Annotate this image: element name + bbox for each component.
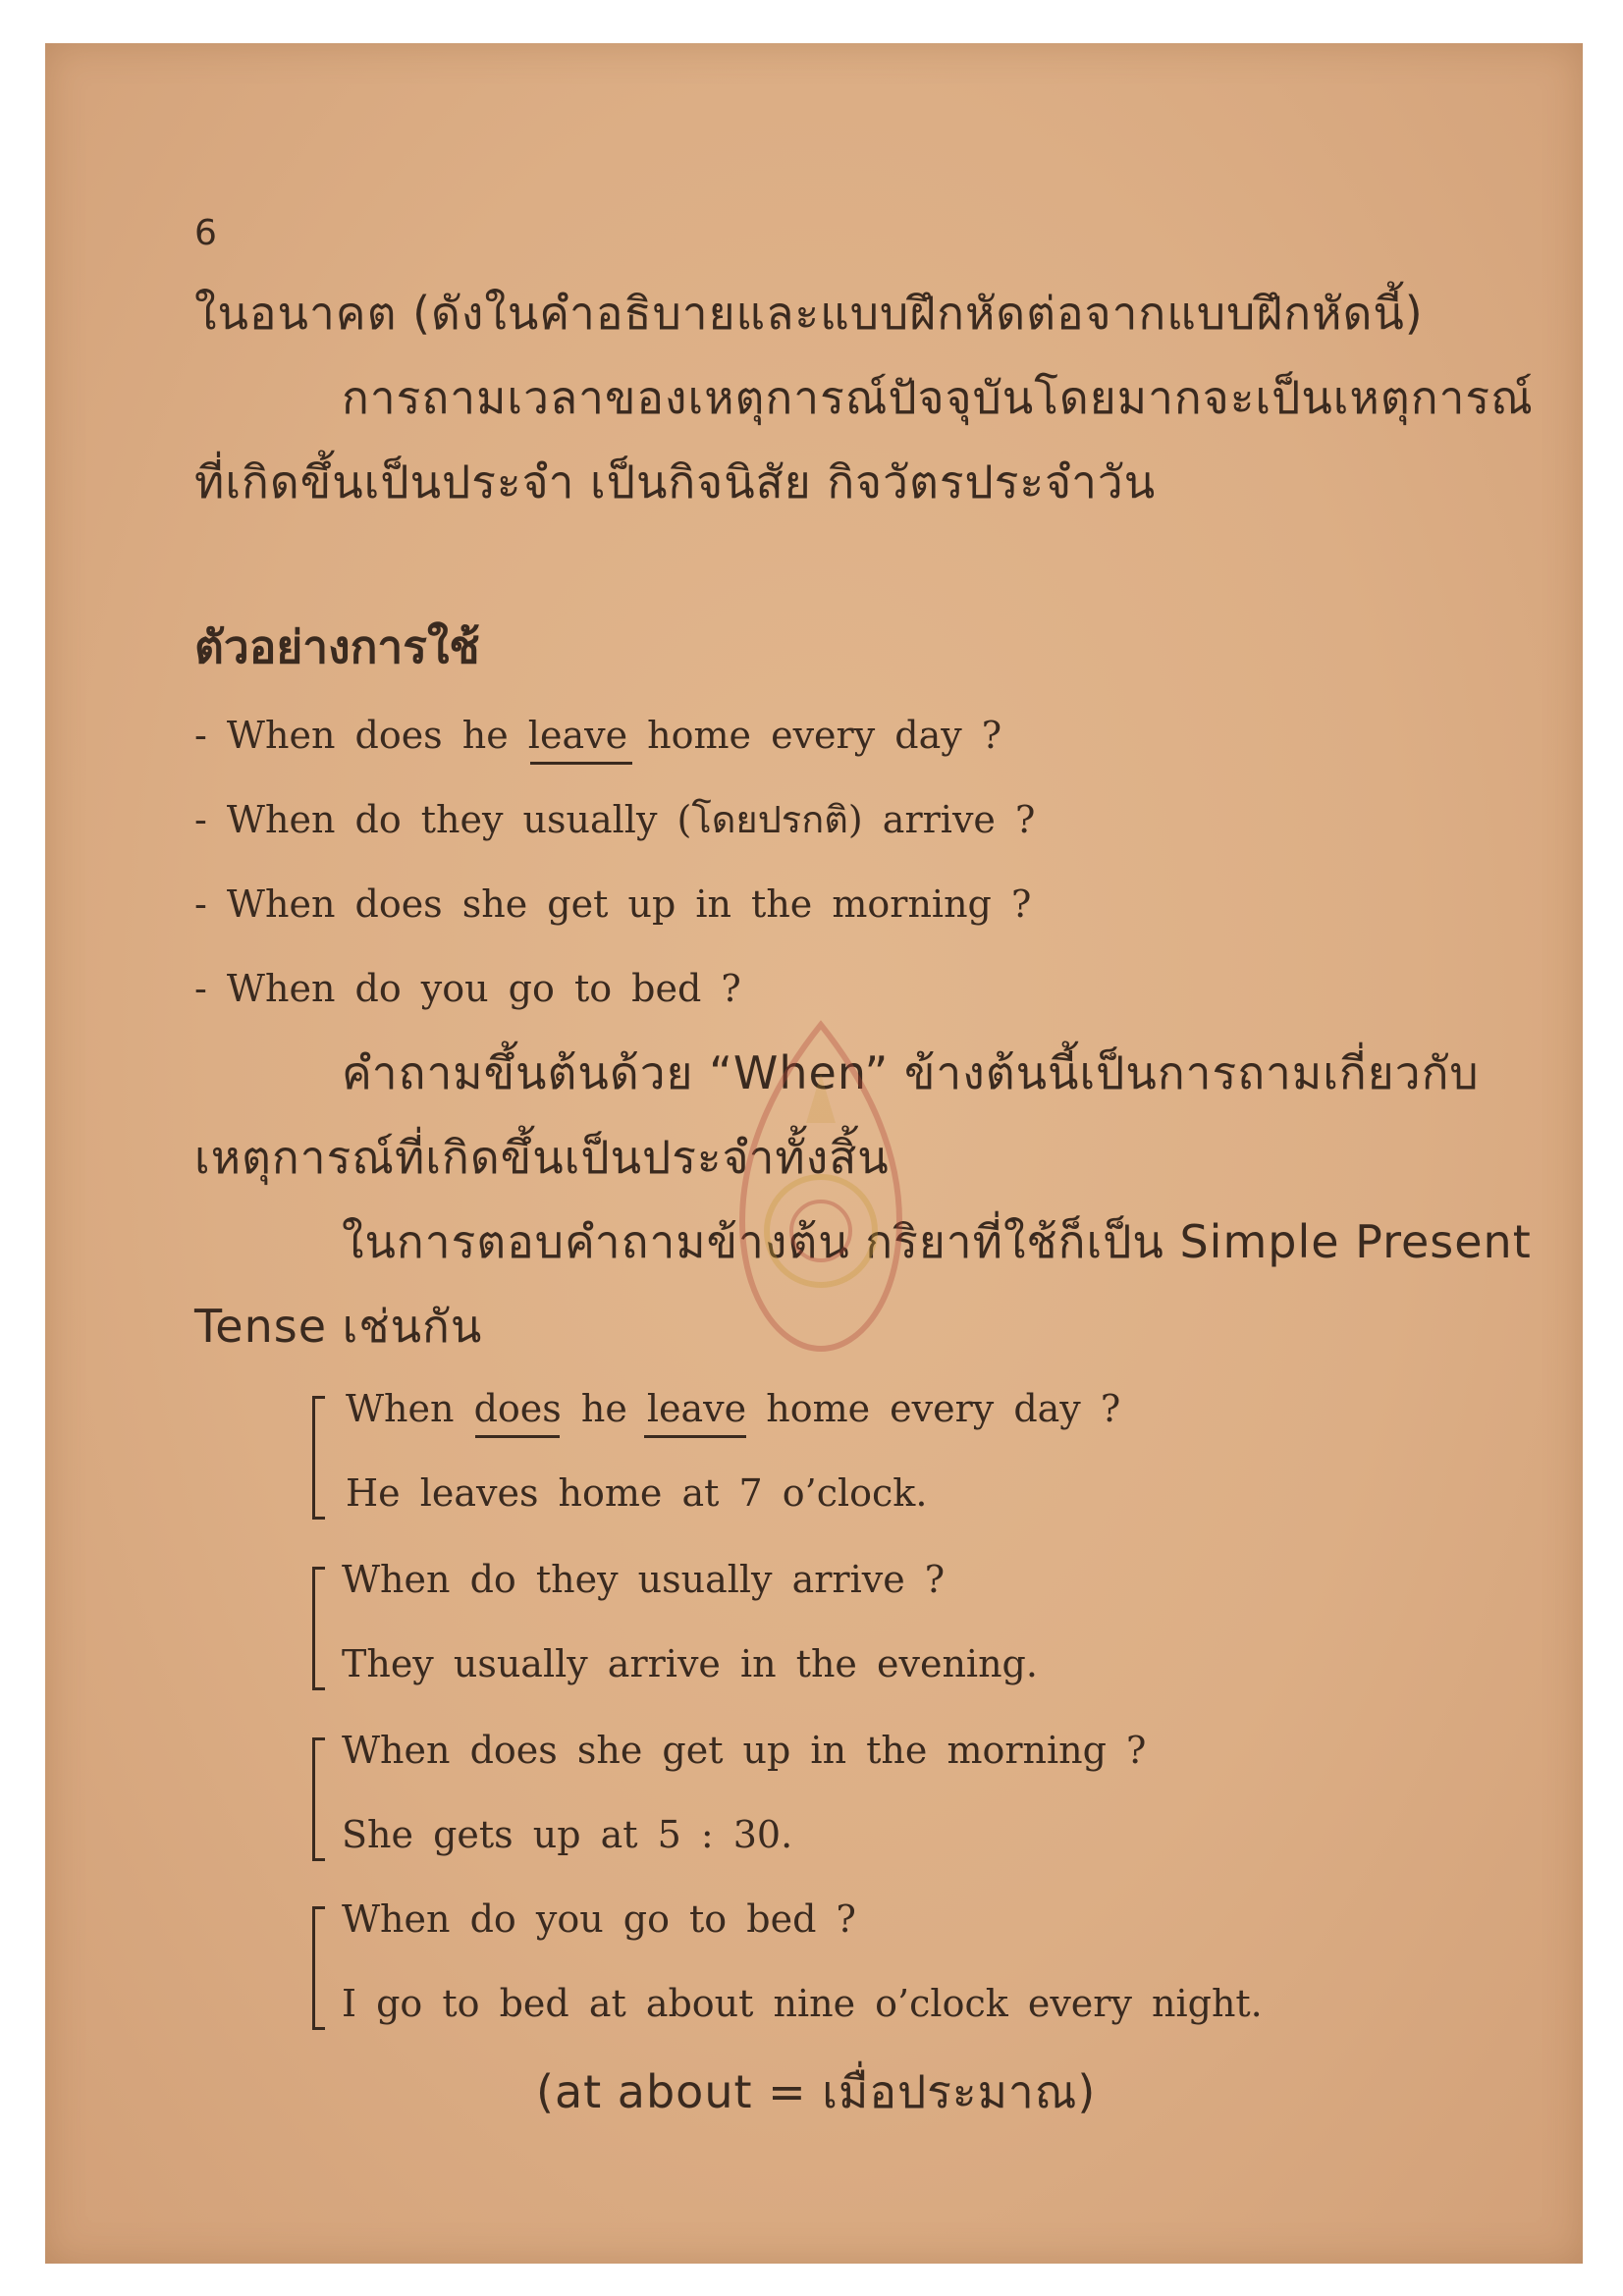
explanation-line-4: Tense เช่นกัน [194,1300,483,1353]
dialogue-4-question: When do you go to bed ? [342,1897,856,1941]
dialogue-1-answer: He leaves home at 7 o’clock. [346,1471,928,1515]
intro-line-1: ในอนาคต (ดังในคำอธิบายและแบบฝึกหัดต่อจากแบบฝึกหัดนี้) [194,287,1424,340]
explanation-line-1: คำถามขึ้นต้นด้วย “When” ข้างต้นนี้เป็นการถามเกี่ยวกับ [342,1046,1480,1099]
example-1: - When does he leave home every day ? [194,714,1002,757]
page-sheet [45,43,1583,2264]
dialogue-bracket-4 [312,1906,325,2030]
example-2: - When do they usually (โดยปรกติ) arrive ? [194,798,1036,841]
dialogue-bracket-1 [312,1396,325,1520]
dialogue-3-answer: She gets up at 5 : 30. [342,1813,793,1856]
page-number: 6 [194,213,217,253]
section-heading: ตัวอย่างการใช้ [194,620,480,673]
dialogue-bracket-3 [312,1737,325,1861]
note-at-about: (at about = เมื่อประมาณ) [536,2065,1097,2118]
underline-leave-2 [644,1435,746,1438]
dialogue-3-question: When does she get up in the morning ? [342,1729,1147,1772]
intro-line-2: การถามเวลาของเหตุการณ์ปัจจุบันโดยมากจะเป็นเหตุการณ์ [342,371,1534,424]
example-3: - When does she get up in the morning ? [194,882,1032,926]
intro-line-3: ที่เกิดขึ้นเป็นประจำ เป็นกิจนิสัย กิจวัตรประจำวัน [194,455,1157,508]
explanation-line-3: ในการตอบคำถามข้างต้น กริยาที่ใช้ก็เป็น Simple Present [342,1215,1532,1268]
dialogue-4-answer: I go to bed at about nine o’clock every night. [342,1982,1263,2025]
dialogue-bracket-2 [312,1567,325,1690]
example-4: - When do you go to bed ? [194,967,741,1010]
dialogue-2-answer: They usually arrive in the evening. [342,1642,1038,1685]
dialogue-1-question: When does he leave home every day ? [346,1387,1121,1430]
explanation-line-2: เหตุการณ์ที่เกิดขึ้นเป็นประจำทั้งสิ้น [194,1131,890,1184]
emblem-watermark [723,1015,919,1368]
underline-does [475,1435,560,1438]
dialogue-2-question: When do they usually arrive ? [342,1558,946,1601]
underline-leave [530,762,632,765]
